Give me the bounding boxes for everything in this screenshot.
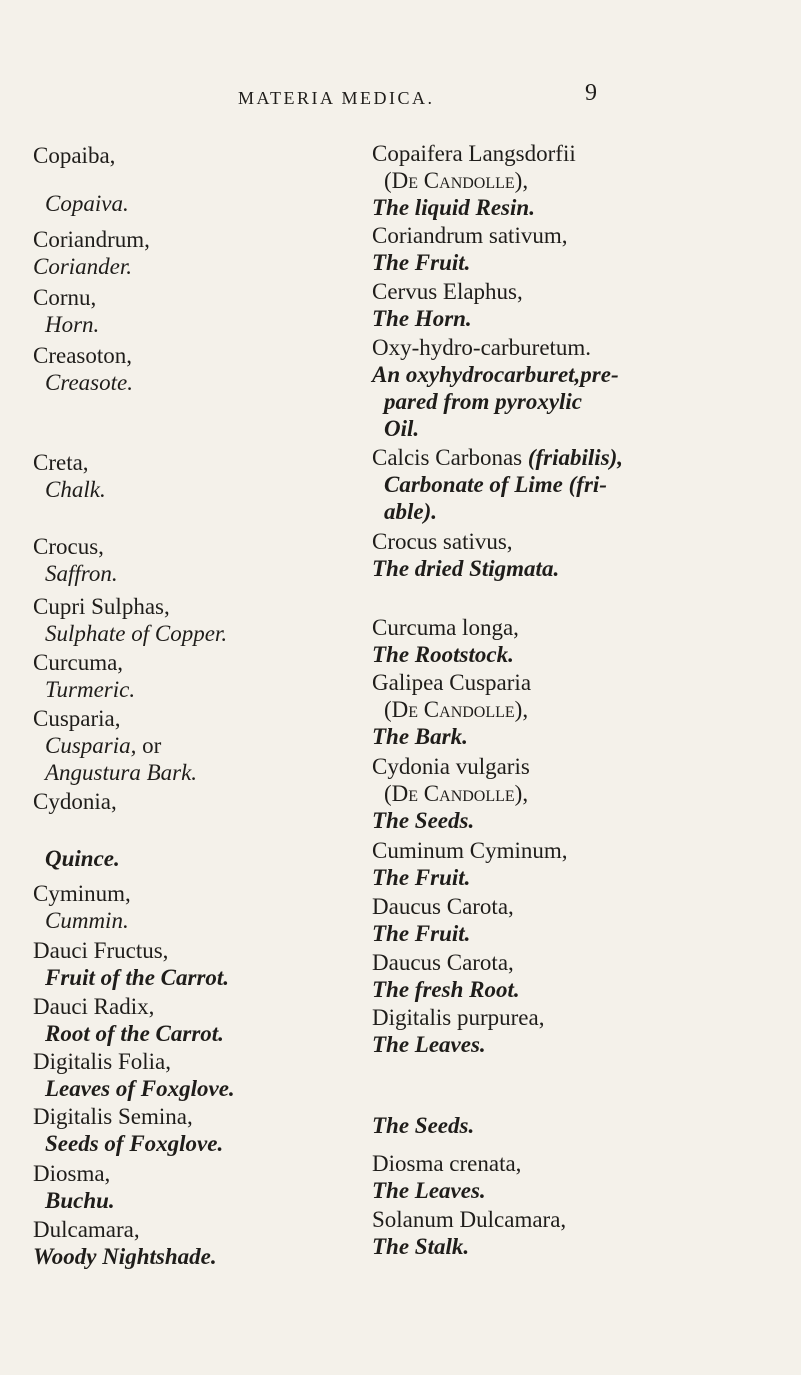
part-used: The Fruit. — [372, 865, 471, 890]
right-entry-crocus — [372, 528, 559, 582]
right-entry-galipea — [372, 669, 531, 750]
part-used-line — [372, 471, 623, 498]
latin-name: Curcuma, — [33, 650, 124, 675]
botanical-name: Solanum Dulcamara, — [372, 1207, 567, 1232]
right-entry-digitalis-seeds — [372, 1112, 474, 1139]
right-entry-daucus-root — [372, 949, 520, 1003]
part-used: The liquid Resin. — [372, 195, 535, 220]
right-entry-cuminum — [372, 837, 568, 891]
latin-name: Dauci Fructus, — [33, 938, 169, 963]
right-entry-digitalis-leaves — [372, 1004, 544, 1058]
english-name: Cummin. — [45, 908, 129, 933]
left-entry-dulcamara — [33, 1216, 217, 1270]
latin-name: Dauci Radix, — [33, 994, 155, 1019]
part-used: The Fruit. — [372, 921, 471, 946]
english-name: Turmeric. — [45, 677, 136, 702]
left-entry-coriandrum — [33, 226, 150, 280]
left-entry-cydonia — [33, 788, 117, 815]
left-entry-diosma — [33, 1160, 115, 1214]
botanical-name: Galipea Cusparia — [372, 670, 532, 695]
part-used: The Rootstock. — [372, 642, 514, 667]
right-entry-cervus — [372, 278, 523, 332]
botanical-name: Cervus Elaphus, — [372, 279, 523, 304]
latin-name: Cusparia, — [33, 706, 121, 731]
part-used: The Bark. — [372, 724, 468, 749]
running-title: MATERIA MEDICA. — [238, 88, 435, 108]
latin-name: Crocus, — [33, 534, 104, 559]
left-entry-cornu — [33, 284, 99, 338]
description-end: Oil. — [384, 416, 420, 441]
part-used: The Leaves. — [372, 1032, 486, 1057]
latin-name: Cyminum, — [33, 881, 131, 906]
right-entry-coriandrum — [372, 222, 567, 276]
botanical-name: Copaifera Langsdorfii — [372, 141, 576, 166]
part-used: The Horn. — [372, 306, 472, 331]
description-cont: pared from pyroxylic — [384, 389, 583, 414]
latin-name: Creasoton, — [33, 343, 133, 368]
english-name: Root of the Carrot. — [45, 1021, 224, 1046]
english-name: Seeds of Foxglove. — [45, 1131, 224, 1156]
english-name: Cusparia, — [45, 733, 137, 758]
left-entry-curcuma — [33, 649, 135, 703]
left-entry-cupri-sulphas — [33, 593, 227, 647]
english-name: Copaiva. — [45, 191, 129, 216]
latin-name: Coriandrum, — [33, 227, 150, 252]
right-entry-copaifera — [372, 140, 576, 221]
english-name: Fruit of the Carrot. — [45, 965, 230, 990]
botanical-name: Oxy-hydro-carburetum. — [372, 335, 592, 360]
latin-name: Dulcamara, — [33, 1217, 140, 1242]
latin-name: Creta, — [33, 450, 89, 475]
left-entry-crocus — [33, 533, 118, 587]
right-entry-solanum — [372, 1206, 566, 1260]
english-name: Horn. — [45, 312, 100, 337]
left-entry-digitalis-folia — [33, 1048, 235, 1102]
part-used: The Seeds. — [372, 808, 475, 833]
botanical-name: Diosma crenata, — [372, 1151, 522, 1176]
qualifier-end: able). — [384, 499, 438, 524]
botanical-name: Cydonia vulgaris — [372, 754, 530, 779]
left-entry-cusparia — [33, 705, 197, 786]
right-entry-curcuma — [372, 614, 519, 668]
latin-name: Copaiba, — [33, 143, 116, 168]
part-used: The Stalk. — [372, 1234, 470, 1259]
botanical-name: Calcis Carbonas — [372, 445, 523, 470]
qualifier-start: (fri- — [568, 472, 607, 497]
left-entry-digitalis-semina — [33, 1103, 223, 1157]
botanical-name: Digitalis purpurea, — [372, 1005, 545, 1030]
left-entry-copaiba — [33, 142, 115, 169]
page-header — [0, 80, 801, 114]
latin-name: Cydonia, — [33, 789, 117, 814]
english-name: Creasote. — [45, 370, 133, 395]
right-entry-oxy-hydro — [372, 334, 619, 442]
latin-name: Cornu, — [33, 285, 97, 310]
botanical-name: Curcuma longa, — [372, 615, 519, 640]
left-entry-cyminum — [33, 880, 131, 934]
part-used: The dried Stigmata. — [372, 556, 560, 581]
authority: (De Candolle), — [384, 781, 529, 806]
english-name: Saffron. — [45, 561, 118, 586]
latin-name: Diosma, — [33, 1161, 111, 1186]
part-used: The Fruit. — [372, 250, 471, 275]
right-entry-cydonia — [372, 753, 530, 834]
part-used: The Leaves. — [372, 1178, 486, 1203]
botanical-name: Cuminum Cyminum, — [372, 838, 568, 863]
name-line — [372, 444, 623, 471]
authority: (De Candolle), — [384, 168, 529, 193]
left-entry-creta — [33, 449, 106, 503]
conjunction: or — [142, 733, 162, 758]
english-name-line — [33, 732, 197, 759]
botanical-name: Daucus Carota, — [372, 894, 514, 919]
english-name: Coriander. — [33, 254, 133, 279]
latin-name: Digitalis Folia, — [33, 1049, 171, 1074]
page-number: 9 — [585, 80, 597, 106]
qualifier: (friabilis), — [527, 445, 624, 470]
right-entry-calcis — [372, 444, 623, 525]
part-used: Carbonate of Lime — [384, 472, 563, 497]
authority: (De Candolle), — [384, 697, 529, 722]
english-name: Buchu. — [45, 1188, 115, 1213]
description: An oxyhydrocarburet,pre- — [372, 362, 619, 387]
english-name: Quince. — [45, 846, 120, 871]
english-name: Woody Nightshade. — [33, 1244, 217, 1269]
english-name: Leaves of Foxglove. — [45, 1076, 235, 1101]
left-entry-dauci-radix — [33, 993, 224, 1047]
right-entry-daucus-fruit — [372, 893, 514, 947]
latin-name: Cupri Sulphas, — [33, 594, 170, 619]
english-name: Sulphate of Copper. — [45, 621, 228, 646]
left-entry-quince — [33, 845, 120, 872]
part-used: The Seeds. — [372, 1113, 475, 1138]
botanical-name: Crocus sativus, — [372, 529, 513, 554]
left-entry-dauci-fructus — [33, 937, 229, 991]
left-entry-copaiva — [33, 190, 129, 217]
botanical-name: Coriandrum sativum, — [372, 223, 568, 248]
botanical-name: Daucus Carota, — [372, 950, 514, 975]
english-name-alt: Angustura Bark. — [45, 760, 198, 785]
part-used: The fresh Root. — [372, 977, 520, 1002]
latin-name: Digitalis Semina, — [33, 1104, 193, 1129]
right-entry-diosma — [372, 1150, 521, 1204]
english-name: Chalk. — [45, 477, 106, 502]
left-entry-creasoton — [33, 342, 133, 396]
